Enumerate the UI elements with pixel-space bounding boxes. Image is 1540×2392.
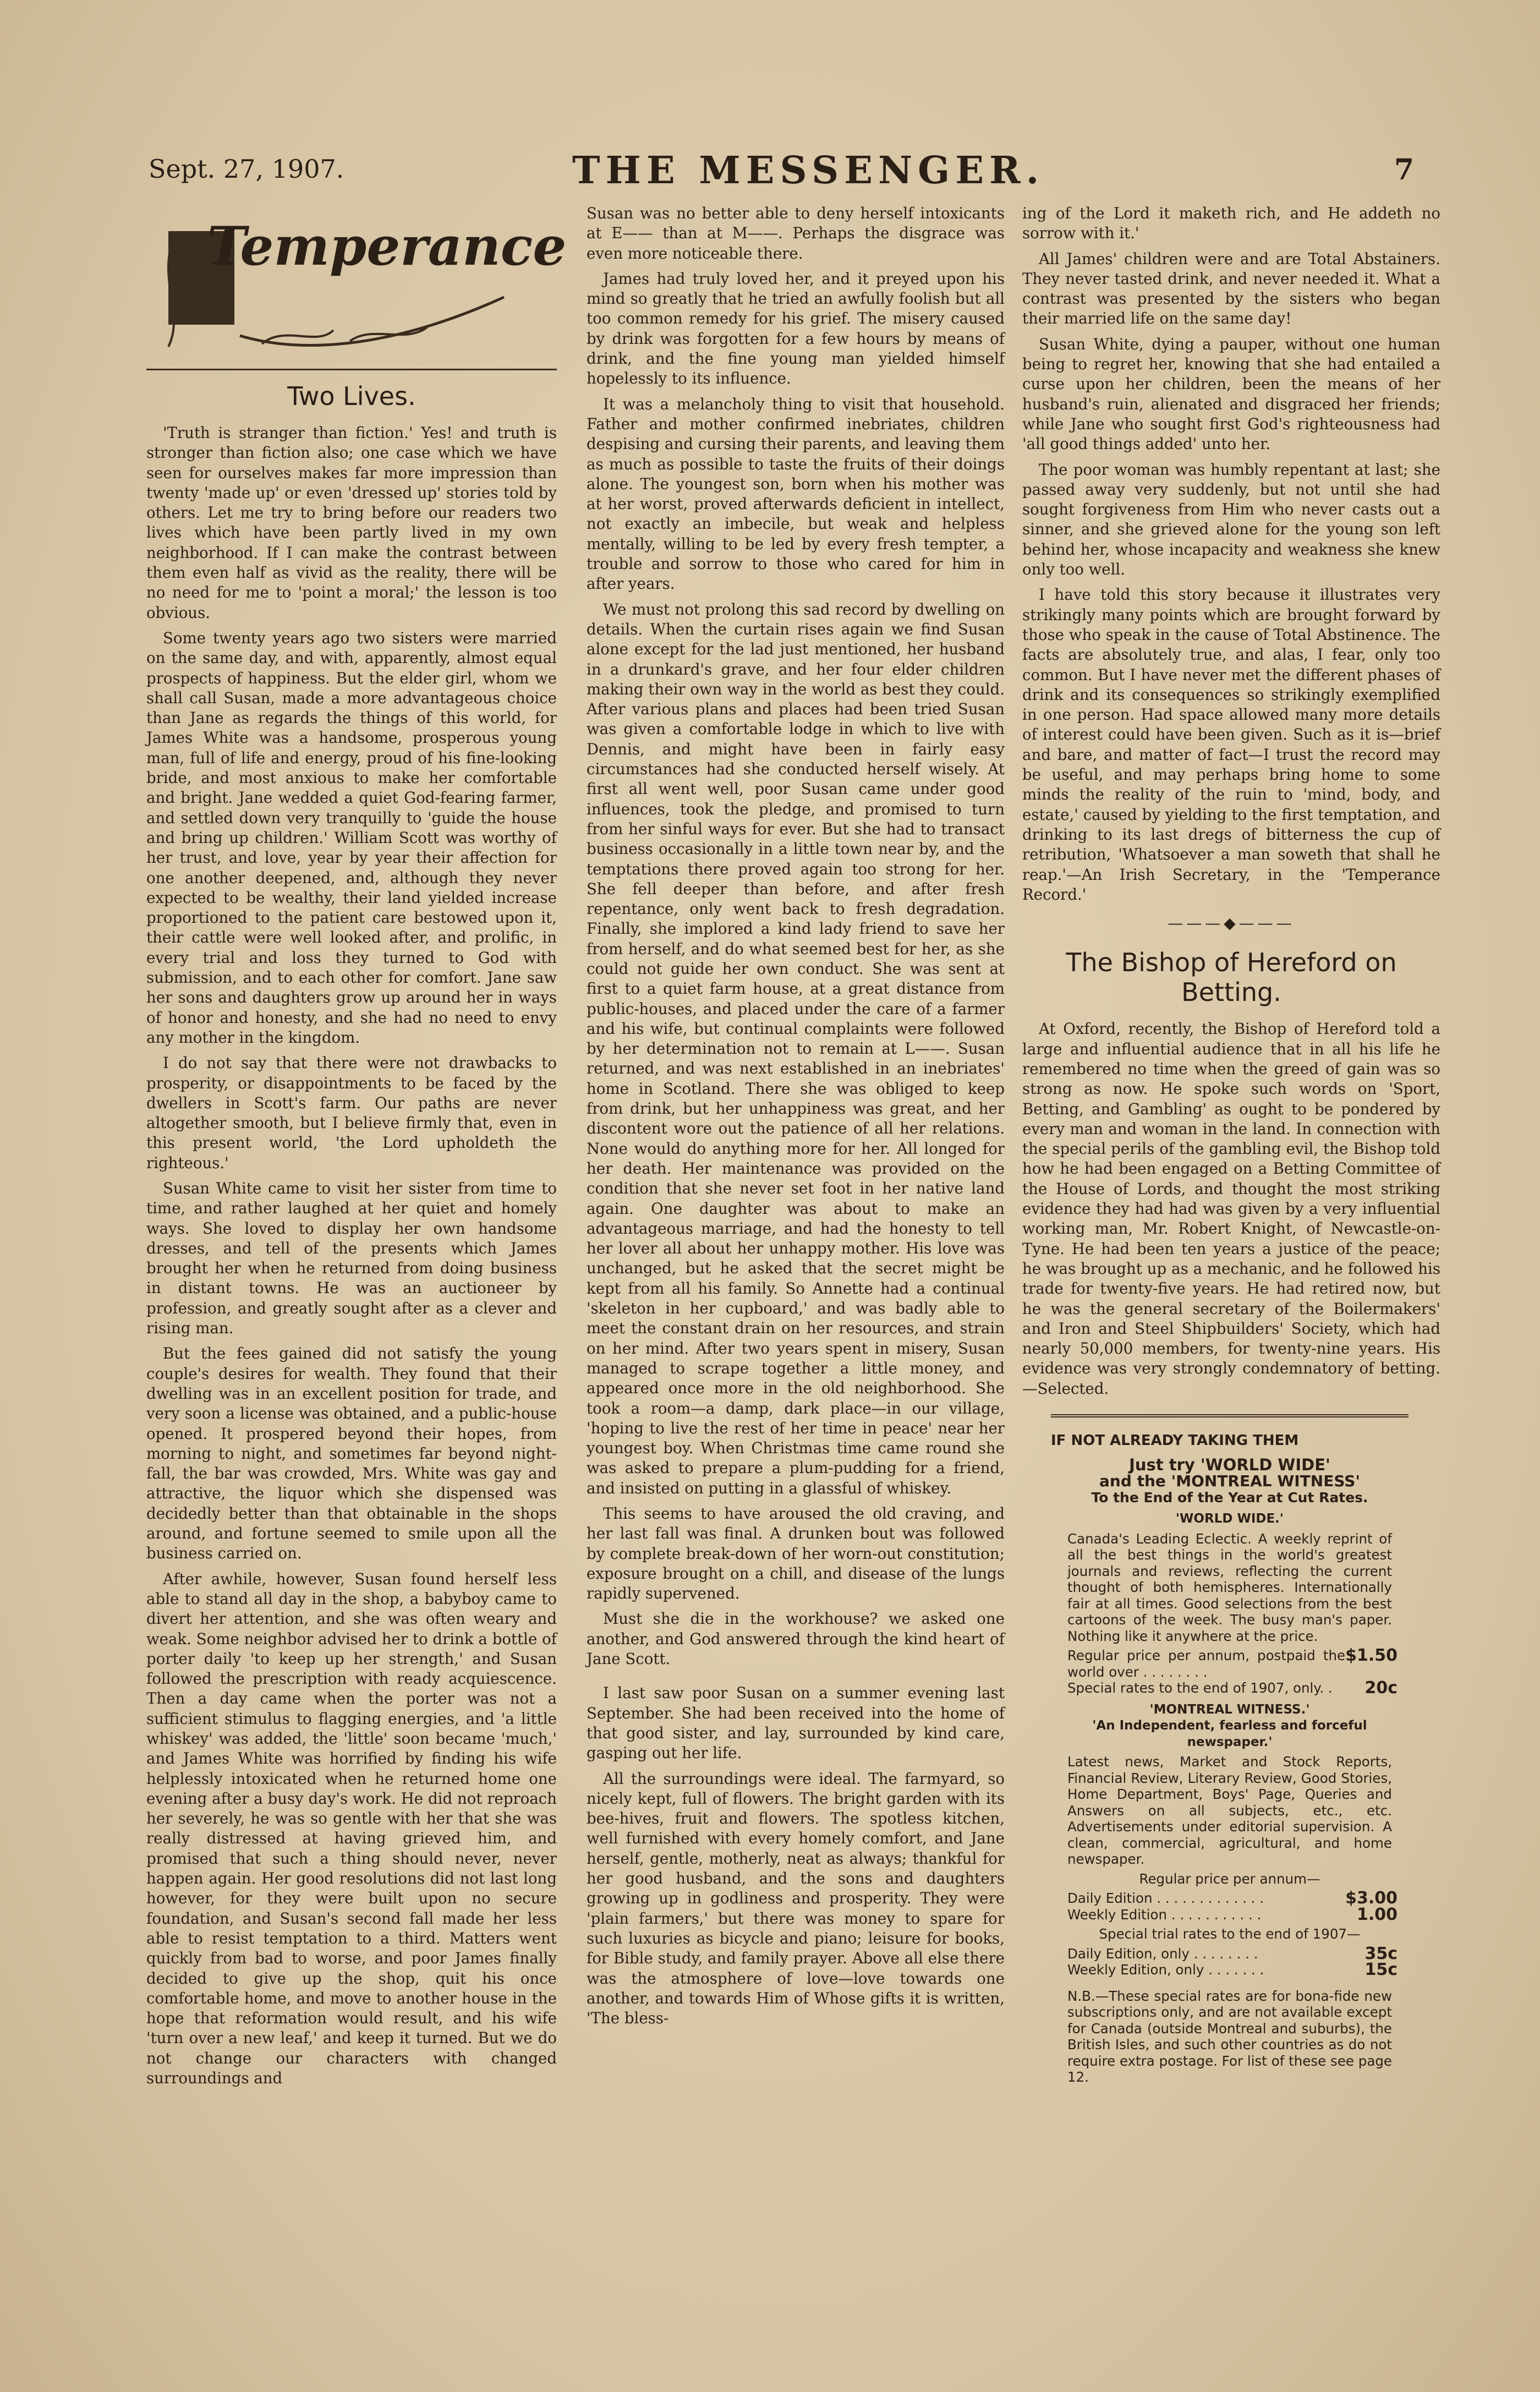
column-3	[1022, 204, 1440, 2089]
paragraph: Susan was no better able to deny herself intoxicants at E—— than at M——. Perhaps the disgrace was even more noticeable there.	[587, 204, 1005, 262]
price-row	[1067, 1904, 1397, 1924]
ad-line: IF NOT ALREADY TAKING THEM	[1051, 1432, 1299, 1449]
ad-line: and the 'MONTREAL WITNESS'	[1099, 1472, 1360, 1491]
price-row	[1067, 1680, 1397, 1696]
price-value: 35c	[1364, 1944, 1397, 1963]
ad-footnote: N.B.—These special rates are for bona-fide new subscriptions only, and are not available except for Canada (outside Montreal and suburbs), the British Isles, and such other countries as do not require extra postage. For list of these see page 12.	[1067, 1988, 1392, 2086]
paragraph: ing of the Lord it maketh rich, and He addeth no sorrow with it.'	[1022, 204, 1440, 243]
paragraph: James had truly loved her, and it preyed upon his mind so greatly that he tried an awfully foolish but all too common remedy for his grief. The misery caused by drink was forgotten for a few hours by means of drink, and the fine young man yielded himself hopelessly to its influence.	[587, 269, 1005, 388]
price-value: 1.00	[1356, 1904, 1397, 1924]
price-value: $3.00	[1345, 1889, 1397, 1908]
ad-body: Canada's Leading Eclectic. A weekly reprint of all the best things in the world's greatest journals and reviews, reflecting the current thought of both hemispheres. Internationally fair at all times. Good selections from the best cartoons of the week. The busy man's paper. Nothing like it anywhere at the price.	[1067, 1530, 1392, 1644]
paragraph: Susan White, dying a pauper, without one human being to regret her, knowing that she had entailed a curse upon her children, been the means of her husband's ruin, alienated and disgraced her friends; while Jane who sought first God's righteousness had 'all good things added' unto her.	[1022, 335, 1440, 453]
paragraph: Some twenty years ago two sisters were married on the same day, and with, apparently, almost equal prospects of happiness. But the elder girl, whom we shall call Susan, made a more advantageous choice than Jane as regards the things of this world, for James White was a handsome, prosperous young man, full of life and energy, proud of his fine-looking bride, and most anxious to make her comfortable and bright. Jane wedded a quiet God-fearing farmer, and settled down very tranquilly to 'guide the house and bring up children.' William Scott was worthy of her trust, and love, year by year their affection for one another deepened, and, although they never expected to be wealthy, their land yielded increase proportioned to the patient care bestowed upon it, their cattle were well looked after, and prolific, in every trial and loss they turned to God with submission, and to each other for comfort. Jane saw her sons and daughters grow up around her in ways of honor and honesty, and she had no need to envy any mother in the kingdom.	[146, 628, 557, 1047]
banner-title: Temperance	[207, 215, 567, 277]
ad-subhead: 'MONTREAL WITNESS.'	[1149, 1702, 1310, 1717]
price-row	[1067, 1647, 1397, 1680]
paragraph: I last saw poor Susan on a summer evening last September. She had been received into the home of that good sister, and lay, surrounded by kind care, gasping out her life.	[587, 1684, 1005, 1762]
price-label: Daily Edition . . . . . . . . . . . . .	[1067, 1890, 1264, 1907]
subscription-advertisement	[1051, 1414, 1409, 2086]
paragraph: At Oxford, recently, the Bishop of Hereford told a large and influential audience that in all his life he remembered no time when the greed of gain was so strong as now. He spoke such words on 'Sport, Betting, and Gambling' as ought to be pondered by every man and woman in the land. In connection with the special perils of the gambling evil, the Bishop told how he had been engaged on a Betting Committee of the House of Lords, and thought the most striking evidence they had had was given by a very influential working man, Mr. Robert Knight, of Newcastle-on-Tyne. He had been ten years a justice of the peace; he was brought up as a mechanic, and he followed his trade for twenty-five years. He had retired now, but he was the general secretary of the Boilermakers' and Iron and Steel Shipbuilders' Society, which had nearly 50,000 members, for twenty-nine years. His evidence was very strongly condemnatory of betting.—Selected.	[1022, 1020, 1440, 1398]
page-header	[149, 150, 1414, 194]
paragraph: We must not prolong this sad record by dwelling on details. When the curtain rises again we find Susan alone except for the lad just mentioned, her husband in a drunkard's grave, and her four elder children making their own way in the world as best they could. After various plans and places had been tried Susan was given a comfortable lodge in which to live with Dennis, and might have been in fairly easy circumstances had she conducted herself wisely. At first all went well, poor Susan came under good influences, took the pledge, and promised to turn from her sinful ways for ever. But she had to transact business occasionally in a little town near by, and the temptations there proved again too strong for her. She fell deeper than before, and after fresh repentance, only went back to fresh degradation. Finally, she implored a kind lady friend to save her from herself, and do what seemed best for her, as she could not guide her own conduct. She was sent at first to a quiet farm house, at a great distance from public-houses, and placed under the care of a farmer and his wife, but continual complaints were followed by her determination not to remain at L——. Susan returned, and was next established in an inebriates' home in Scotland. There she was obliged to keep from drink, but her unhappiness was great, and her discontent wore out the patience of all her relations. None would do anything more for her. All longed for her death. Her maintenance was provided on the condition that she never set foot in her native land again. One daughter was about to make an advantageous marriage, and had the honesty to tell her lover all about her unhappy mother. His love was unchanged, but he asked that the secret might be kept from all his family. So Annette had a continual 'skeleton in her cupboard,' and was badly able to meet the constant drain on her resources, and strain on her mind. After two years spent in misery, Susan managed to scrape together a little money, and appeared once more in the old neighborhood. She took a room—a damp, dark place—in our village, 'hoping to live the rest of her time in peace' near her youngest boy. When Christmas time came round she was asked to prepare a plum-pudding for a friend, and insisted on putting in a glassful of whiskey.	[587, 600, 1005, 1497]
paragraph: This seems to have aroused the old craving, and her last fall was final. A drunken bout was followed by complete break-down of her worn-out constitution; exposure brought on a chill, and disease of the lungs rapidly supervened.	[587, 1504, 1005, 1603]
paragraph: All James' children were and are Total Abstainers. They never tasted drink, and never needed it. What a contrast was presented by the sisters who began their married life on the same day!	[1022, 249, 1440, 328]
price-value: 15c	[1364, 1960, 1397, 1980]
ad-line: Regular price per annum—	[1139, 1870, 1320, 1887]
price-row	[1067, 1890, 1397, 1907]
ad-body: Latest news, Market and Stock Reports, Financial Review, Literary Review, Good Stories, Home Department, Boys' Page, Queries and Answers on all subjects, etc., etc. Advertisements under editorial supervision. A clean, commercial, agricultural, and home newspaper.	[1067, 1754, 1392, 1868]
paragraph: I do not say that there were not drawbacks to prosperity, or disappointments to be faced by the dwellers in Scott's farm. Our paths are never altogether smooth, but I believe firmly that, even in this present world, 'the Lord upholdeth the righteous.'	[146, 1054, 557, 1172]
temperance-banner	[146, 204, 567, 370]
article-heading-bishop: The Bishop of Hereford on Betting.	[1066, 948, 1397, 1008]
price-label: Regular price per annum, postpaid the world over . . . . . . . .	[1067, 1647, 1346, 1680]
column-1	[146, 204, 567, 2094]
ad-line: To the End of the Year at Cut Rates.	[1091, 1489, 1368, 1506]
ad-subhead: 'WORLD WIDE.'	[1176, 1512, 1284, 1526]
paragraph: After awhile, however, Susan found herself less able to stand all day in the shop, a babyboy came to divert her attention, and she was often weary and weak. Some neighbor advised her to drink a bottle of porter daily 'to keep up her strength,' and Susan followed the prescription with ready acquiescence. Then a day came when the porter was not a sufficient stimulus to flagging energies, and 'a little whiskey' was added, the 'little' soon became 'much,' and James White was horrified by finding his wife helplessly intoxicated when he returned home one evening after a busy day's work. He did not reproach her severely, he was so gentle with her that she was really distressed at having grieved him, and promised that such a thing should never, never happen again. Her good resolutions did not last long however, for they were built upon no secure foundation, and Susan's second fall made her less able to resist temptation to a third. Matters went quickly from bad to worse, and poor James finally decided to give up the shop, quit his once comfortable home, and move to another house in the hope that reformation would result, and his wife 'turn over a new leaf,' and keep it turned. But we do not change our characters with changed surroundings and	[146, 1569, 557, 2088]
page-number: 7	[1394, 153, 1414, 187]
price-value: 20c	[1364, 1678, 1397, 1698]
paragraph: Must she die in the workhouse? we asked one another, and God answered through the kind heart of Jane Scott.	[587, 1610, 1005, 1668]
issue-date: Sept. 27, 1907.	[149, 154, 344, 184]
ad-line: Special trial rates to the end of 1907—	[1099, 1926, 1361, 1942]
paragraph: 'Truth is stranger than fiction.' Yes! and truth is stronger than fiction also; one case which we have seen for ourselves makes far more impression than twenty 'made up' or even 'dressed up' stories told by others. Let me try to bring before our readers two lives which have been partly lived in my own neighborhood. If I can make the contrast between them even half as vivid as the reality, there will be no need for me to 'point a moral;' the lesson is too obvious.	[146, 424, 557, 622]
paragraph: All the surroundings were ideal. The farmyard, so nicely kept, full of flowers. The bright garden with its bee-hives, fruit and flowers. The spotless kitchen, well furnished with every homely comfort, and Jane herself, gentle, motherly, neat as always; thankful for her good husband, and the sons and daughters growing up in godliness and prosperity. They were 'plain farmers,' but there was money to spare for such luxuries as bicycle and piano; leisure for books, for Bible study, and family prayer. Above all else there was the atmosphere of love—love towards one another, and towards Him of Whose gifts it is written, 'The bless-	[587, 1769, 1005, 2028]
article-heading-two-lives: Two Lives.	[287, 381, 416, 411]
paragraph: I have told this story because it illustrates very strikingly many points which are brought forward by those who speak in the cause of Total Abstinence. The facts are absolutely true, and alas, I fear, only too common. But I have never met the different phases of drink and its consequences so strikingly exemplified in one person. Had space allowed many more details of interest could have been given. Such as it is—brief and bare, and matter of fact—I trust the record may be useful, and may perhaps bring home to some minds the reality of the ruin to 'mind, body, and estate,' caused by yielding to the first temptation, and drinking to its last dregs of bitterness the cup of retribution, 'Whatsoever a man soweth that shall he reap.'—An Irish Secretary, in the 'Temperance Record.'	[1022, 585, 1440, 904]
price-row	[1067, 1946, 1397, 1962]
paragraph: But the fees gained did not satisfy the young couple's desires for wealth. They found that their dwelling was in an excellent position for trade, and very soon a license was obtained, and a public-house opened. It prospered beyond their hopes, from morning to night, and sometimes far beyond night-fall, the bar was crowded, Mrs. White was gay and attractive, the liquor which she dispensed was decidedly better than that obtainable in the shops around, and fortune seemed to smile upon all the business carried on.	[146, 1344, 557, 1563]
price-row	[1067, 1962, 1397, 1978]
price-label: Special rates to the end of 1907, only. .	[1067, 1680, 1333, 1696]
price-label: Weekly Edition, only . . . . . . .	[1067, 1962, 1264, 1978]
paragraph: The poor woman was humbly repentant at last; she passed away very suddenly, but not until she had sought forgiveness from Him who never casts out a sinner, and she grieved alone for the young son left behind her, whose incapacity and weakness she knew only too well.	[1022, 460, 1440, 579]
section-divider-icon: ———◆———	[1168, 914, 1295, 933]
paragraph: It was a melancholy thing to visit that household. Father and mother confirmed inebriates, children despising and cursing their parents, and leaving them as much as possible to taste the fruits of their doings alone. The youngest son, born when his mother was at her worst, proved afterwards deficient in intellect, not exactly an imbecile, but weak and helpless mentally, willing to be led by every fresh tempter, a trouble and sorrow to those who cared for him in after years.	[587, 395, 1005, 593]
price-label: Daily Edition, only . . . . . . . .	[1067, 1945, 1258, 1962]
price-label: Weekly Edition . . . . . . . . . . .	[1067, 1906, 1262, 1923]
masthead-title: THE MESSENGER.	[572, 149, 1045, 193]
column-2	[587, 204, 1005, 2034]
price-value: $1.50	[1345, 1646, 1397, 1666]
ad-line: Just try 'WORLD WIDE'	[1129, 1455, 1330, 1474]
ad-tagline: 'An Independent, fearless and forceful newspaper.'	[1092, 1718, 1367, 1749]
paragraph: Susan White came to visit her sister from time to time, and rather laughed at her quiet and homely ways. She loved to display her own handsome dresses, and tell of the presents which James brought her when he returned from doing business in distant towns. He was an auctioneer by profession, and greatly sought after as a clever and rising man.	[146, 1179, 557, 1338]
